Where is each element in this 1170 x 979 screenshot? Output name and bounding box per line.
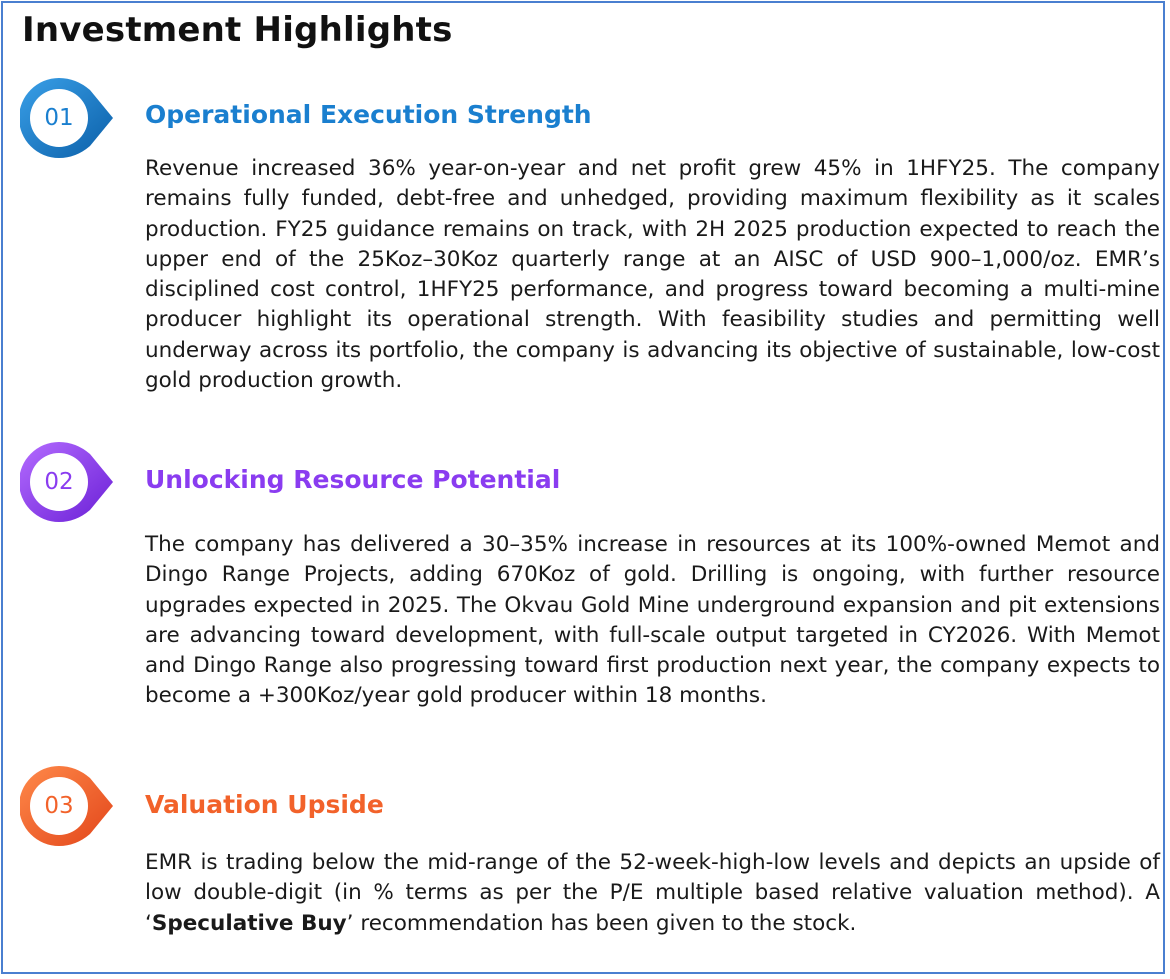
section-3-number: 03 <box>44 793 74 819</box>
section-3-body-end: ’ recommendation has been given to the stock. <box>346 910 857 936</box>
section-2-heading: Unlocking Resource Potential <box>145 465 561 494</box>
section-3-badge <box>20 758 116 854</box>
section-1-number: 01 <box>44 105 74 131</box>
section-3-heading: Valuation Upside <box>145 790 384 819</box>
section-2-badge <box>20 434 116 530</box>
section-1-body: Revenue increased 36% year-on-year and net profit grew 45% in 1HFY25. The company remains fully funded, debt-free and unhedged, providing maximum flexibility as it scales production. FY25 guidance remains on track, with 2H 2025 production expected to reach the upper end of the 25Koz–30Koz quarterly range at an AISC of USD 900–1,000/oz. EMR’s disciplined cost control, 1HFY25 performance, and progress toward becoming a multi-mine producer highlight its operational strength. With feasibility studies and permitting well underway across its portfolio, the company is advancing its objective of sustainable, low-cost gold production growth. <box>145 156 1160 394</box>
section-1-badge <box>20 70 116 166</box>
section-3-body <box>145 848 1160 939</box>
section-2-body: The company has delivered a 30–35% increase in resources at its 100%-owned Memot and Dingo Range Projects, adding 670Koz of gold. Drilling is ongoing, with further resource upgrades expected in 2025. The Okvau Gold Mine underground expansion and pit extensions are advancing toward development, with full-scale output targeted in CY2026. With Memot and Dingo Range also progressing toward first production next year, the company expects to become a +300Koz/year gold producer within 18 months. <box>145 532 1160 709</box>
section-3-body-start: EMR is trading below the mid-range of the 52-week-high-low levels and depicts an upside of low double-digit (in % terms as per the P/E multiple based relative valuation method). A ‘ <box>145 850 1160 936</box>
section-2-number: 02 <box>44 469 74 495</box>
page-title: Investment Highlights <box>22 10 453 50</box>
section-1-heading: Operational Execution Strength <box>145 100 592 129</box>
recommendation-text: Speculative Buy <box>151 910 347 936</box>
